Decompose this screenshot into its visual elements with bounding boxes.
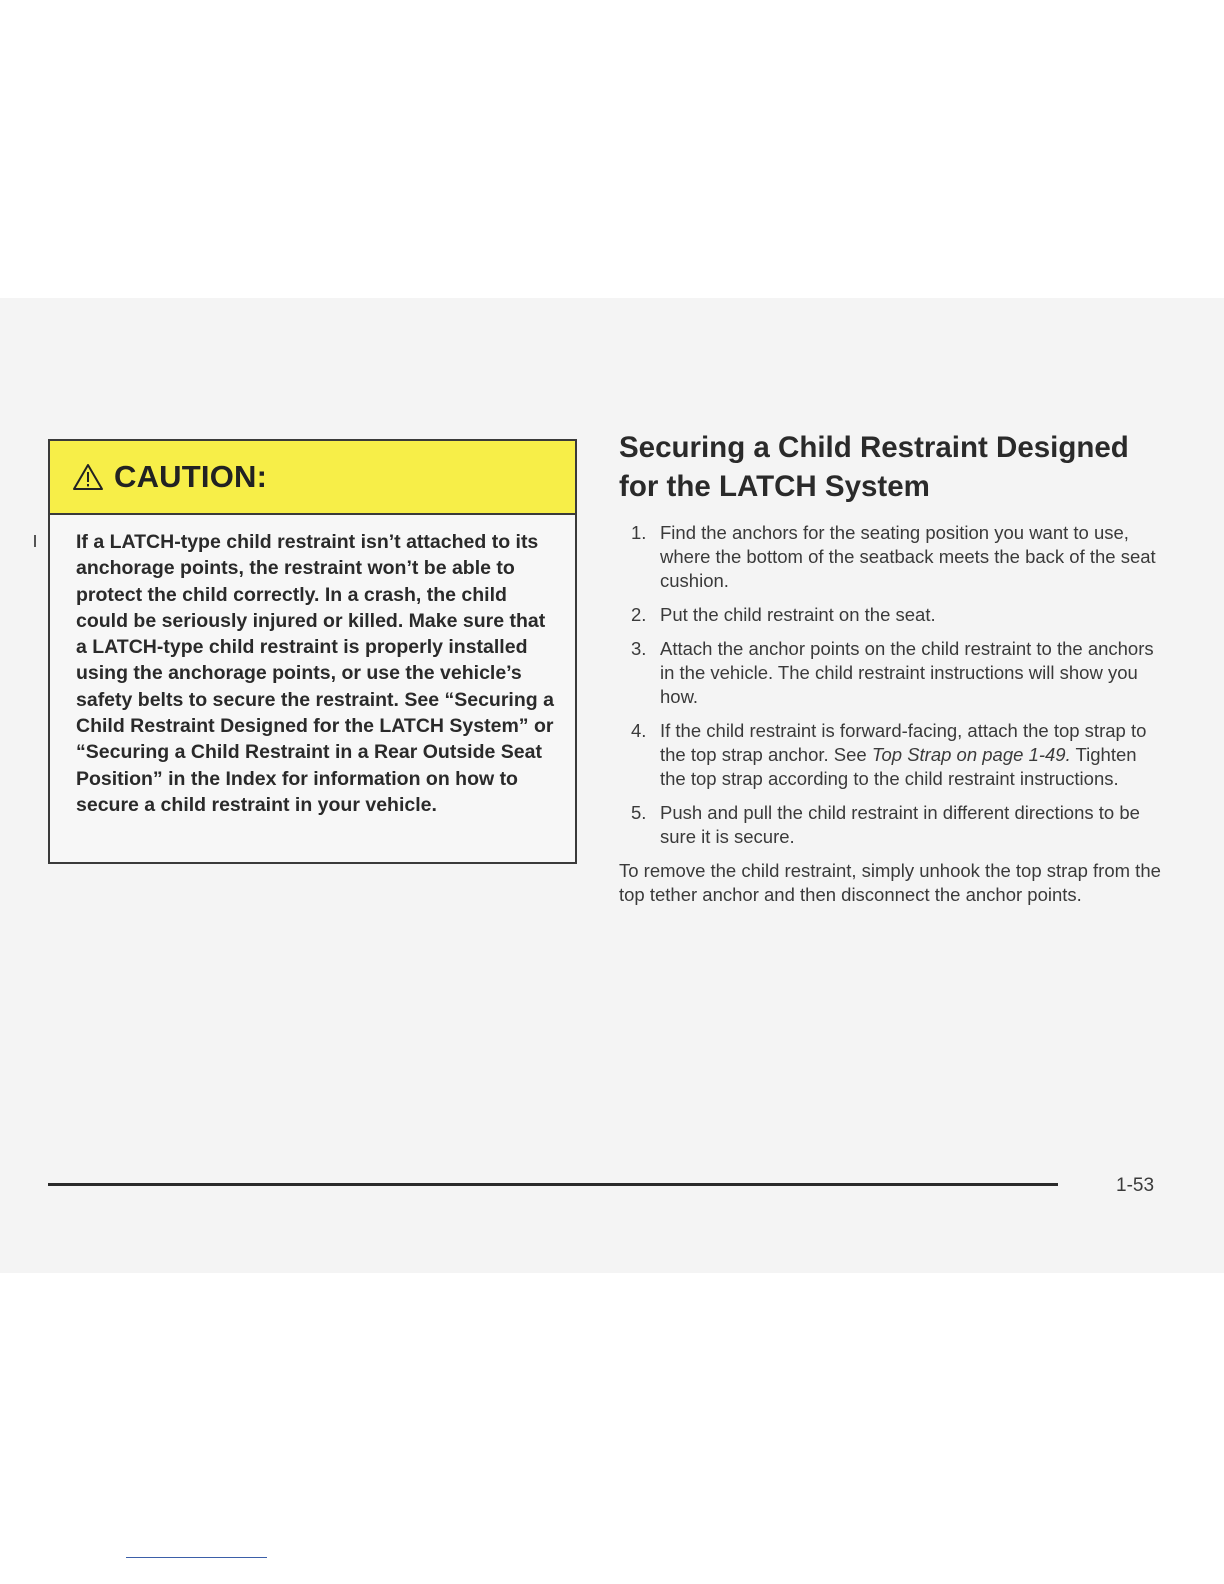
- footer-rule: [48, 1183, 1058, 1186]
- cross-reference-link[interactable]: Top Strap on page 1-49.: [871, 744, 1071, 766]
- step-text: Find the anchors for the seating position you want to use, where the bottom of the seatback meets the back of the seat cushion.: [660, 522, 1156, 592]
- closing-paragraph: To remove the child restraint, simply unhook the top strap from the top tether anchor and then disconnect the anchor points.: [619, 859, 1161, 906]
- step-text: Attach the anchor points on the child restraint to the anchors in the vehicle. The child restraint instructions will show you how.: [660, 637, 1154, 708]
- step-number: 5.: [631, 802, 647, 824]
- step-text: [660, 719, 1164, 792]
- step-text-part: Tighten the top strap according to the child restraint instructions.: [660, 744, 1137, 790]
- list-item: [619, 637, 1164, 710]
- caution-text: If a LATCH-type child restraint isn’t attached to its anchorage points, the restraint won’t be able to protect the child correctly. In a crash, the child could be seriously injured or killed. Make sure that a LATCH-type child restraint is properly installed using the anchorage points, or use the vehicle’s safety belts to secure the restraint. See “Securing a Child Restraint Designed for the LATCH System” or “Securing a Child Restraint in a Rear Outside Seat Position” in the Index for information on how to secure a child restraint in your vehicle.: [76, 531, 554, 816]
- list-item: [619, 719, 1164, 792]
- edge-mark: [34, 535, 36, 547]
- list-item: [619, 603, 1164, 627]
- warning-triangle-icon: [72, 463, 104, 491]
- step-number: 4.: [631, 719, 647, 741]
- page-number: 1-53: [1116, 1175, 1155, 1196]
- caution-title: CAUTION:: [114, 459, 268, 494]
- step-number: 2.: [631, 604, 647, 626]
- list-item: [619, 801, 1164, 849]
- instructions-column: [619, 428, 1164, 907]
- bottom-underline: [126, 1557, 267, 1558]
- section-title: Securing a Child Restraint Designed for the LATCH System: [619, 431, 1129, 503]
- steps-list: [619, 521, 1164, 849]
- caution-box: [48, 439, 577, 864]
- list-item: [619, 521, 1164, 594]
- step-text: Put the child restraint on the seat.: [660, 604, 936, 626]
- step-number: 1.: [631, 522, 647, 543]
- step-text-part: If the child restraint is forward-facing, attach the top strap to the top strap anchor. See: [660, 719, 1147, 766]
- caution-header: [50, 441, 575, 515]
- step-number: 3.: [631, 637, 647, 659]
- step-text: Push and pull the child restraint in different directions to be sure it is secure.: [660, 802, 1140, 848]
